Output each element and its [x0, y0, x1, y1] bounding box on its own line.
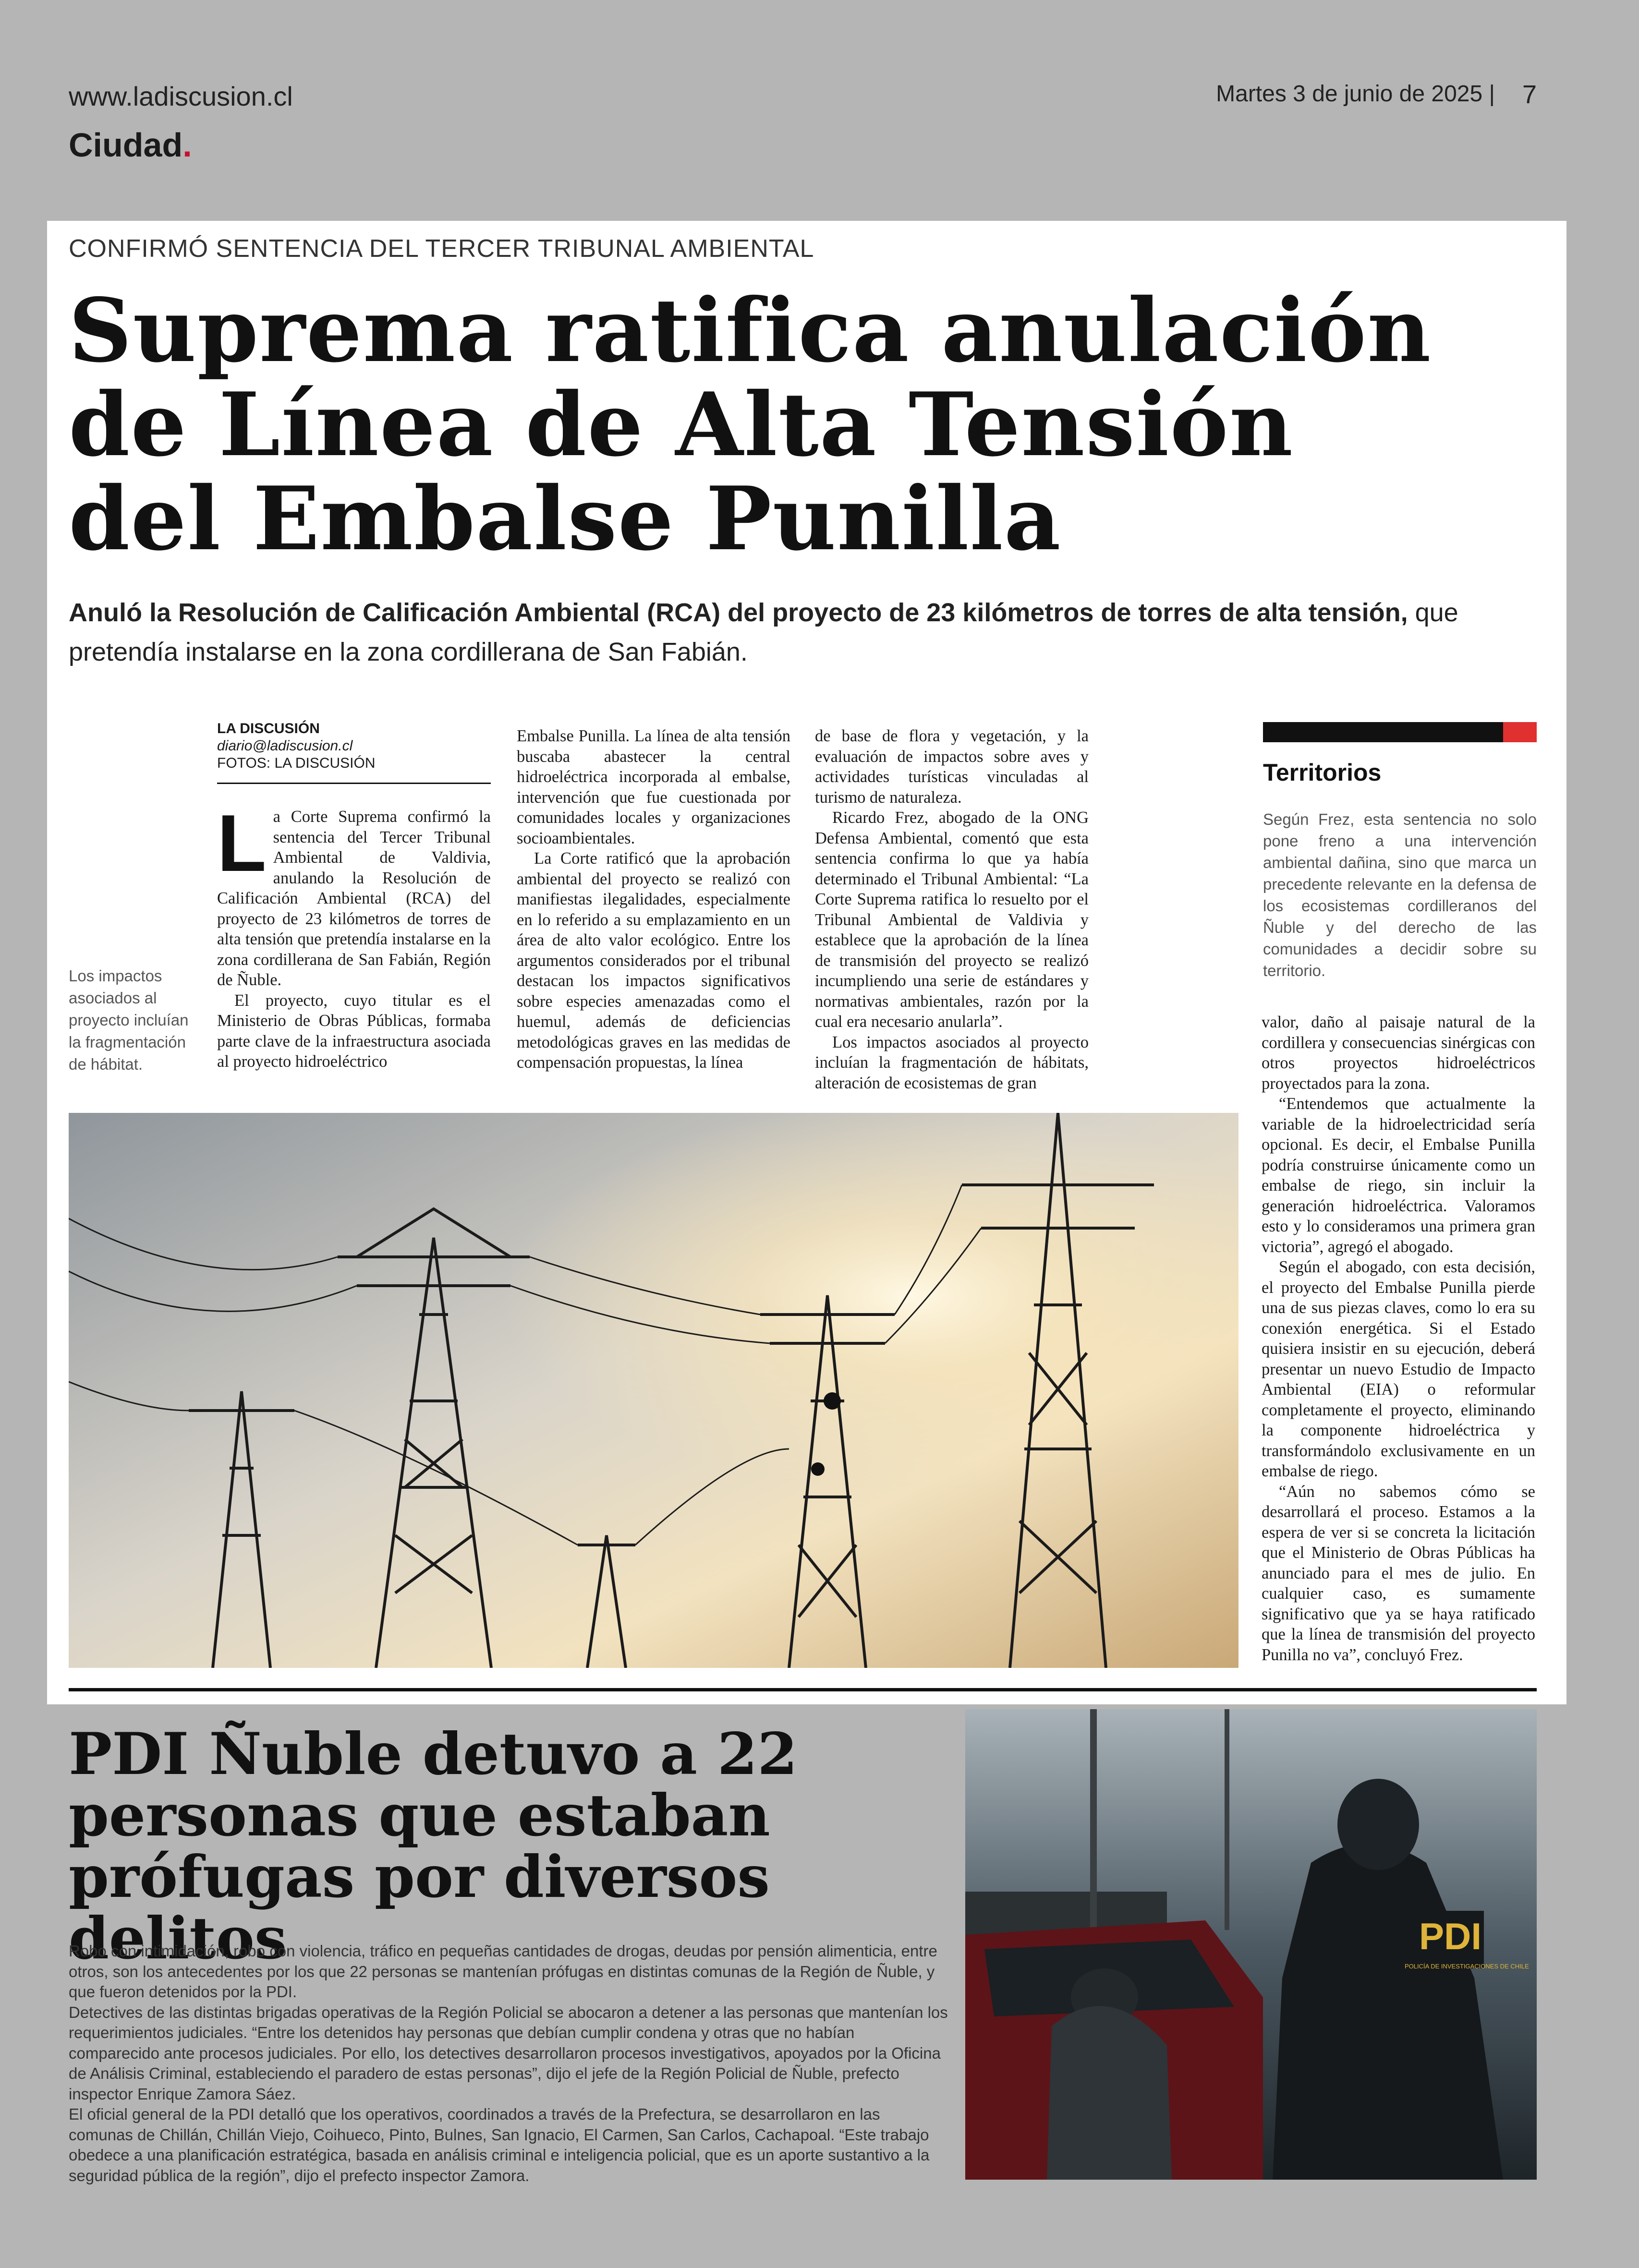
drop-cap: L [217, 807, 267, 888]
sidebar-title: Territorios [1263, 759, 1382, 786]
second-article-body [69, 1941, 948, 2186]
paragraph: Embalse Punilla. La línea de alta tensión buscaba abastecer la central hidroeléctrica incorporada al embalse, intervención que fue cuestionada por comunidades locales y organizaciones socioambientales. [517, 727, 790, 847]
page-number: 7 [1522, 80, 1537, 109]
article-column-3 [815, 726, 1089, 1099]
sidebar-text: Según Frez, esta sentencia no solo pone freno a una intervención ambiental dañina, sino que marca un precedente relevante en la defensa de los ecosistemas cordilleranos del Ñuble y del derecho de las comunidades a decidir sobre su territorio. [1263, 810, 1537, 979]
paragraph: “Entendemos que actualmente la variable de la hidroelectricidad sería opcional. Es decir, el Embalse Punilla podría construirse únicamente como un embalse de riego, sin incluir la generación hidroeléctrica. Valoramos esto y lo consideramos una primera gran victoria”, agregó el abogado. [1262, 1095, 1535, 1256]
vest-pdi-label: PDI [1419, 1915, 1482, 1957]
issue-date: Martes 3 de junio de 2025 | [1216, 81, 1495, 107]
paragraph: El proyecto, cuyo titular es el Ministerio de Obras Públicas, formaba parte clave de la infraestructura asociada al proyecto hidroeléctrico [217, 991, 491, 1071]
byline [217, 720, 491, 784]
paragraph: “Aún no sabemos cómo se desarrollará el proceso. Estamos a la espera de ver si se concreta la licitación que el Ministerio de Obras Públicas ha anunciado para el mes de julio. En cualquier caso, es sumamente significativo que ya se haya ratificado que la línea de transmisión del proyecto Punilla no va”, concluyó Frez. [1262, 1482, 1535, 1664]
sidebar-accent-bar [1263, 722, 1537, 742]
sidebar-red-block [1503, 722, 1537, 742]
paragraph: de base de flora y vegetación, y la evaluación de impactos sobre aves y actividades turísticas vinculadas al turismo de naturaleza. [815, 727, 1089, 807]
paragraph: a Corte Suprema confirmó la sentencia del Tercer Tribunal Ambiental de Valdivia, anulando la Resolución de Calificación Ambiental (RCA) del proyecto de 23 kilómetros de torres de alta tensión que pretendía instalarse en la zona cordillerana de San Fabián, Región de Ñuble. [217, 808, 491, 989]
article-column-1 [217, 807, 491, 1099]
article-dek [69, 593, 1509, 672]
paragraph: La Corte ratificó que la aprobación ambiental del proyecto se realizó con manifiestas ilegalidades, especialmente en lo referido a su emplazamiento en un área de alto valor ecológico. Entre los argumentos considerados por el tribunal destacan los impactos significativos sobre especies amenazadas como el huemul, además de deficiencias metodológicas graves en las medidas de compensación propuestas, la línea [517, 849, 790, 1072]
paragraph: Ricardo Frez, abogado de la ONG Defensa Ambiental, comentó que esta sentencia confirma lo que ya había determinado el Tribunal Ambiental: “La Corte Suprema ratifica lo resuelto por el Tribunal Ambiental de Valdivia y establece que la aprobación de la línea de transmisión del proyecto se realizó incumpliendo una serie de estándares y normativas ambientales, razón por la cual era necesario anularla”. [815, 808, 1089, 1031]
paragraph: Los impactos asociados al proyecto incluían la fragmentación de hábitats, alteración de ecosistemas de gran [815, 1033, 1089, 1092]
power-towers-photo [69, 1113, 1238, 1668]
section-separator [69, 1688, 1537, 1691]
second-article-headline: PDI Ñuble detuvo a 22 personas que estaban prófugas por diversos delitos [69, 1720, 798, 1972]
byline-name: LA DISCUSIÓN [217, 721, 320, 736]
section-dot: . [182, 126, 192, 164]
vest-sublabel: POLICÍA DE INVESTIGACIONES DE CHILE [1405, 1963, 1529, 1970]
article-column-4 [1262, 1012, 1535, 1677]
article-column-2 [517, 726, 790, 1099]
article-kicker: CONFIRMÓ SENTENCIA DEL TERCER TRIBUNAL AMBIENTAL [69, 235, 814, 263]
paragraph: valor, daño al paisaje natural de la cordillera y consecuencias sinérgicas con otros proyectos hidroeléctricos proyectados para la zona. [1262, 1013, 1535, 1093]
pdi-detective-photo [965, 1709, 1537, 2180]
paragraph: El oficial general de la PDI detalló que los operativos, coordinados a través de la Prefectura, se desarrollaron en las comunas de Chillán, Chillán Viejo, Coihueco, Pinto, Bulnes, San Ignacio, El Carmen, San Carlos, Cachapoal. “Este trabajo obedece a una planificación estratégica, basada en análisis criminal e inteligencia policial, que es un aporte sustantivo a la seguridad pública de la región”, dijo el prefecto inspector Zamora. [69, 2105, 930, 2184]
paragraph: Según el abogado, con esta decisión, el proyecto del Embalse Punilla pierde una de sus piezas claves, como lo era su conexión energética. Si el Estado quisiera insistir en su ejecución, deberá presentar un nuevo Estudio de Impacto Ambiental (EIA) o reformular completamente el proyecto, eliminando la componente hidroeléctrica y transformándolo exclusivamente en un embalse de riego. [1262, 1258, 1535, 1480]
dek-rest: que pretendía instalarse en la zona cordillerana de San Fabián. [69, 598, 1458, 666]
paragraph: Detectives de las distintas brigadas operativas de la Región Policial se abocaron a detener a las personas que mantenían los requerimientos judiciales. “Entre los detenidos hay personas que debían cumplir condena y otras que no habían comparecido ante procesos judiciales. Por ello, los detectives desarrollaron procesos investigativos, apoyados por la Oficina de Análisis Criminal, estableciendo el paradero de estas personas”, dijo el jefe de la Región Policial de Ñuble, prefecto inspector Enrique Zamora Sáez. [69, 2003, 948, 2103]
byline-photos: FOTOS: LA DISCUSIÓN [217, 755, 376, 771]
section-name: Ciudad [69, 126, 183, 164]
paragraph: Robo con intimidación, robo con violencia, tráfico en pequeñas cantidades de drogas, deudas por pensión alimenticia, entre otros, son los antecedentes por los que 22 personas se mantenían prófugas en distintas comunas de la Región de Ñuble, y que fueron detenidos por la PDI. [69, 1942, 937, 2001]
site-url[interactable]: www.ladiscusion.cl [69, 81, 293, 111]
photo-caption: Los impactos asociados al proyecto incluían la fragmentación de hábitat. [69, 967, 189, 1073]
section-label [69, 126, 192, 164]
article-headline: Suprema ratifica anulación de Línea de Alta Tensión del Embalse Punilla [69, 279, 1432, 570]
byline-email[interactable]: diario@ladiscusion.cl [217, 738, 353, 754]
dek-bold: Anuló la Resolución de Calificación Ambiental (RCA) del proyecto de 23 kilómetros de torres de alta tensión, [69, 598, 1408, 627]
